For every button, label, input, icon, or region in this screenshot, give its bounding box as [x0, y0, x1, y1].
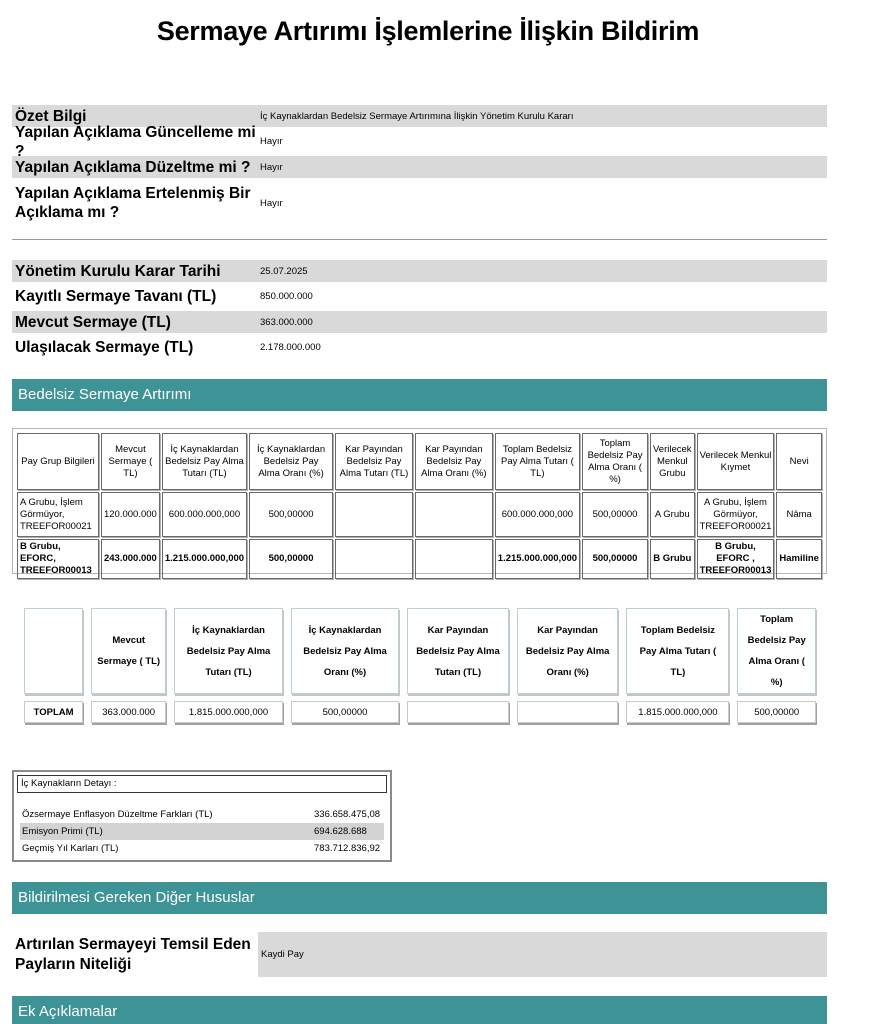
table-cell: 500,00000: [582, 539, 648, 579]
column-header: Kar Payından Bedelsiz Pay Alma Oranı (%): [517, 608, 619, 694]
table-cell: Nâma: [776, 492, 822, 537]
summary-value: İç Kaynaklardan Bedelsiz Sermaye Artırımına İlişkin Yönetim Kurulu Kararı: [260, 110, 574, 122]
summary-label: Yapılan Açıklama Düzeltme mi ?: [15, 158, 251, 176]
capital-value: 25.07.2025: [260, 265, 308, 277]
column-header: Kar Payından Bedelsiz Pay Alma Oranı (%): [415, 433, 493, 490]
column-header: İç Kaynaklardan Bedelsiz Pay Alma Oranı (%): [249, 433, 333, 490]
page-title: Sermaye Artırımı İşlemlerine İlişkin Bildirim: [156, 16, 700, 46]
summary-row: [12, 182, 827, 224]
capital-value: 2.178.000.000: [260, 341, 321, 353]
section-header-ek: Ek Açıklamalar: [12, 996, 827, 1024]
column-header: Toplam Bedelsiz Pay Alma Oranı ( %): [737, 608, 816, 694]
table-cell: A Grubu, İşlem Görmüyor, TREEFOR00021: [17, 492, 99, 537]
column-header: Pay Grup Bilgileri: [17, 433, 99, 490]
table-cell: A Grubu: [650, 492, 695, 537]
capital-label: Ulaşılacak Sermaye (TL): [15, 338, 194, 356]
detail-label: Geçmiş Yıl Karları (TL): [22, 843, 119, 854]
table-header-row: [17, 433, 822, 490]
capital-row: [12, 260, 827, 282]
column-header: Kar Payından Bedelsiz Pay Alma Tutarı (TL): [335, 433, 413, 490]
column-header: Nevi: [776, 433, 822, 490]
share-group-table: [12, 428, 827, 574]
capital-row: [12, 311, 827, 333]
column-header: Verilecek Menkul Kıymet: [697, 433, 775, 490]
detail-value: 694.628.688: [314, 826, 367, 837]
table-row: [17, 492, 822, 537]
table-cell: [335, 492, 413, 537]
internal-resources-detail: [12, 770, 392, 862]
detail-row: [20, 823, 384, 840]
capital-block: [12, 260, 827, 358]
column-header: Toplam Bedelsiz Pay Alma Tutarı ( TL): [495, 433, 580, 490]
summary-label: Özet Bilgi: [15, 107, 87, 125]
share-nature-label: Artırılan Sermayeyi Temsil Eden Payların Niteliği: [12, 932, 258, 977]
table-cell: 1.815.000.000,000: [174, 701, 283, 723]
capital-label: Kayıtlı Sermaye Tavanı (TL): [15, 288, 217, 305]
table-cell: 1.215.000.000,000: [495, 539, 580, 579]
capital-label: Yönetim Kurulu Karar Tarihi: [15, 262, 221, 280]
column-header: İç Kaynaklardan Bedelsiz Pay Alma Tutarı (TL): [174, 608, 283, 694]
totals-table: [16, 608, 824, 723]
table-cell: [407, 701, 509, 723]
detail-label: Özsermaye Enflasyon Düzeltme Farkları (TL): [22, 809, 213, 820]
section-header-bedelsiz: Bedelsiz Sermaye Artırımı: [12, 379, 827, 411]
column-header: İç Kaynaklardan Bedelsiz Pay Alma Oranı (%): [291, 608, 399, 694]
column-header: Kar Payından Bedelsiz Pay Alma Tutarı (TL): [407, 608, 509, 694]
column-header: İç Kaynaklardan Bedelsiz Pay Alma Tutarı (TL): [162, 433, 247, 490]
table-cell: Hamiline: [776, 539, 822, 579]
table-cell: 600.000.000,000: [162, 492, 247, 537]
table-cell: 1.215.000.000,000: [162, 539, 247, 579]
table-cell: A Grubu, İşlem Görmüyor, TREEFOR00021: [697, 492, 775, 537]
detail-header: İç Kaynakların Detayı :: [17, 775, 387, 793]
table-cell: 600.000.000,000: [495, 492, 580, 537]
summary-value: Hayır: [260, 161, 283, 173]
detail-value: 336.658.475,08: [314, 809, 381, 820]
totals-row: [24, 701, 816, 723]
summary-label: Yapılan Açıklama Güncelleme mi ?: [15, 123, 256, 160]
capital-row: [12, 285, 827, 308]
table-cell: [517, 701, 619, 723]
table-cell: 363.000.000: [91, 701, 166, 723]
summary-row: [12, 156, 827, 178]
table-cell: [335, 539, 413, 579]
detail-row: [20, 806, 384, 823]
capital-value: 850.000.000: [260, 291, 313, 302]
detail-row: [20, 840, 384, 857]
table-cell: B Grubu, EFORC, TREEFOR00013: [17, 539, 99, 579]
column-header: [24, 608, 83, 694]
table-cell: 500,00000: [582, 492, 648, 537]
table-cell: 1.815.000.000,000: [626, 701, 729, 723]
table-cell: B Grubu: [650, 539, 695, 579]
table-cell: B Grubu, EFORC , TREEFOR00013: [697, 539, 775, 579]
table-cell: 500,00000: [249, 539, 333, 579]
column-header: Toplam Bedelsiz Pay Alma Tutarı ( TL): [626, 608, 729, 694]
capital-value: 363.000.000: [260, 316, 313, 328]
totals-label: TOPLAM: [24, 701, 83, 723]
column-header: Mevcut Sermaye ( TL): [101, 433, 160, 490]
table-cell: 243.000.000: [101, 539, 160, 579]
share-nature-value: Kaydi Pay: [261, 949, 304, 960]
table-row: [17, 539, 822, 579]
column-header: Toplam Bedelsiz Pay Alma Oranı ( %): [582, 433, 648, 490]
summary-value: Hayır: [260, 197, 283, 209]
capital-label: Mevcut Sermaye (TL): [15, 313, 171, 331]
table-cell: 120.000.000: [101, 492, 160, 537]
summary-value: Hayır: [260, 136, 283, 147]
totals-header-row: [24, 608, 816, 694]
table-cell: 500,00000: [249, 492, 333, 537]
table-cell: 500,00000: [737, 701, 816, 723]
table-cell: [415, 539, 493, 579]
detail-value: 783.712.836,92: [314, 843, 381, 854]
divider: [12, 239, 827, 240]
column-header: Verilecek Menkul Grubu: [650, 433, 695, 490]
capital-row: [12, 336, 827, 358]
table-cell: [415, 492, 493, 537]
section-header-diger: Bildirilmesi Gereken Diğer Hususlar: [12, 882, 827, 914]
table-cell: 500,00000: [291, 701, 399, 723]
detail-label: Emisyon Primi (TL): [22, 826, 103, 837]
summary-label: Yapılan Açıklama Ertelenmiş Bir Açıklama mı ?: [15, 185, 251, 221]
summary-row: [12, 123, 827, 160]
column-header: Mevcut Sermaye ( TL): [91, 608, 166, 694]
summary-block: [12, 105, 827, 224]
share-nature-row: [12, 932, 827, 977]
